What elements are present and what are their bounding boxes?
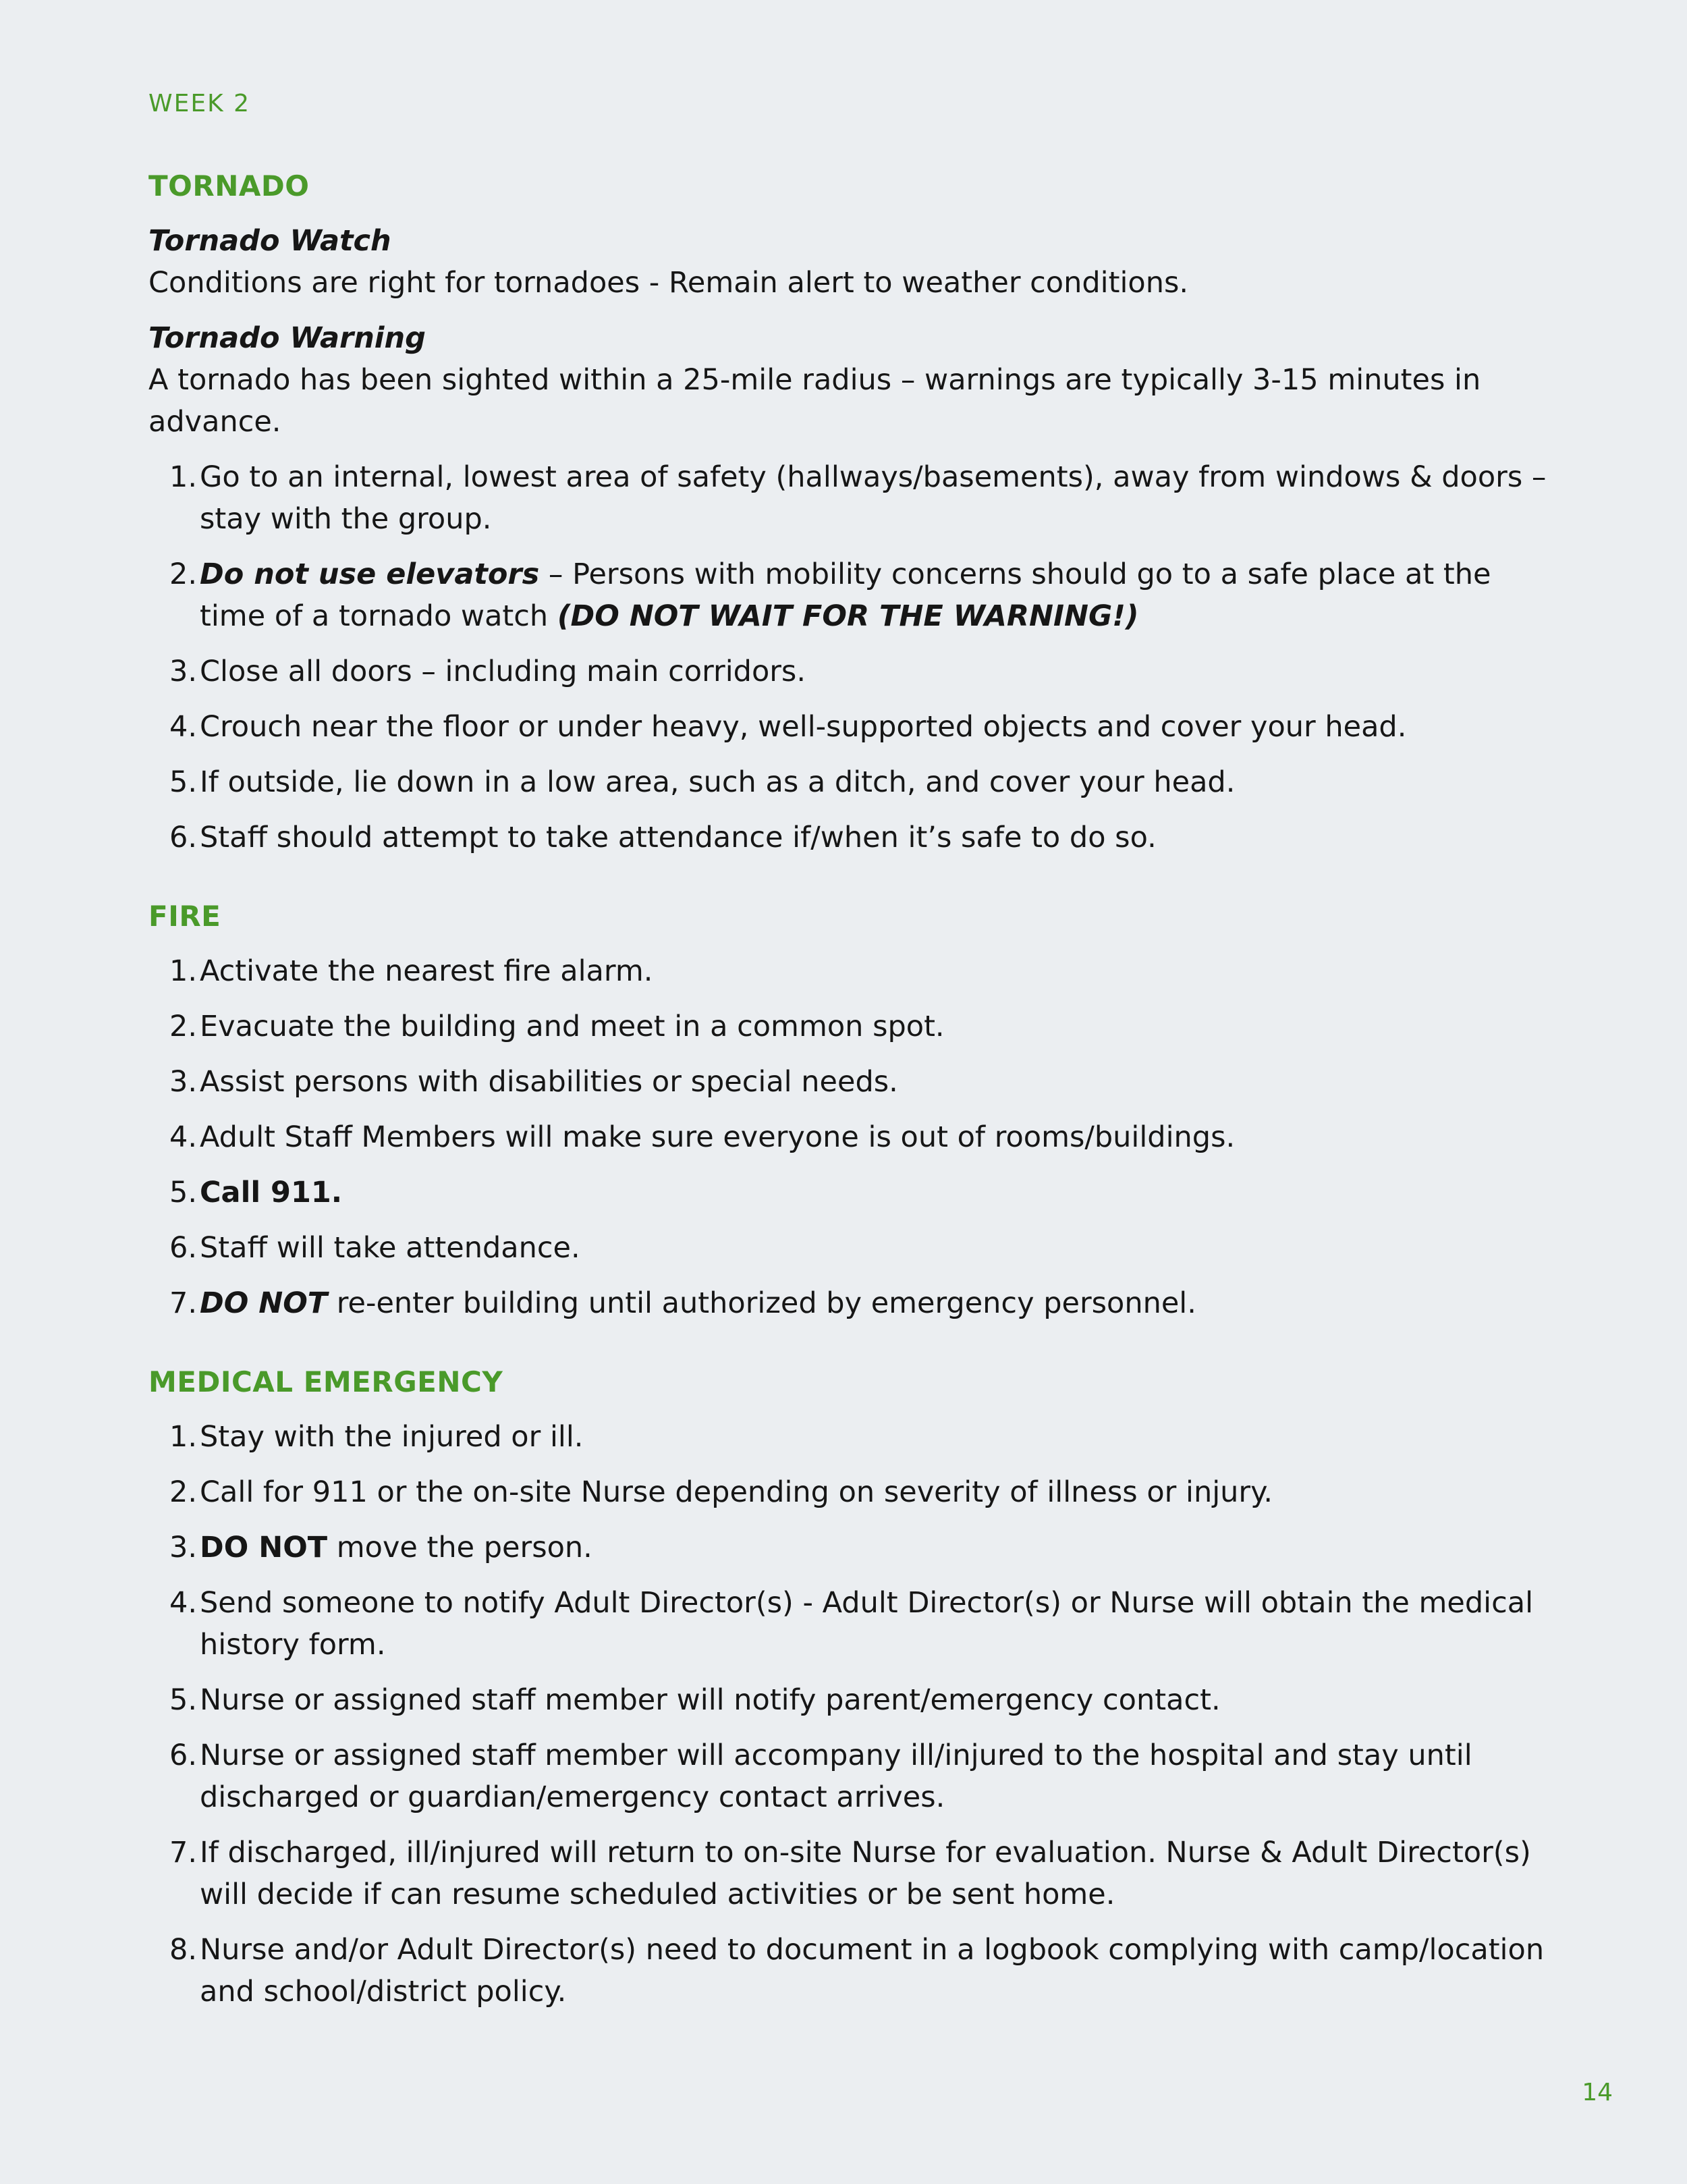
step-text: Nurse or assigned staff member will notify parent/emergency contact. xyxy=(200,1683,1221,1717)
list-item xyxy=(148,1929,1552,2013)
step-number: 8. xyxy=(169,1933,197,1967)
medical-steps-list xyxy=(148,1416,1552,2013)
step-number: 1. xyxy=(169,1420,197,1454)
step-number: 2. xyxy=(169,1010,197,1043)
step-text: Close all doors – including main corridors. xyxy=(200,655,806,688)
step-emphasis: DO NOT xyxy=(200,1286,328,1320)
list-item xyxy=(148,1527,1552,1568)
list-item xyxy=(148,651,1552,692)
step-number: 5. xyxy=(169,1683,197,1717)
step-text: Assist persons with disabilities or special needs. xyxy=(200,1065,898,1099)
step-number: 6. xyxy=(169,1739,197,1772)
list-item xyxy=(148,1471,1552,1513)
step-number: 3. xyxy=(169,1531,197,1564)
step-text: Staff will take attendance. xyxy=(200,1231,580,1265)
fire-steps-list xyxy=(148,950,1552,1324)
step-emphasis-tail: (DO NOT WAIT FOR THE WARNING!) xyxy=(557,599,1139,633)
tornado-steps-list xyxy=(148,456,1552,858)
list-item xyxy=(148,761,1552,803)
step-number: 4. xyxy=(169,710,197,744)
list-item xyxy=(148,1116,1552,1158)
step-number: 2. xyxy=(169,557,197,591)
step-number: 5. xyxy=(169,765,197,799)
step-number: 7. xyxy=(169,1286,197,1320)
step-emphasis: Do not use elevators xyxy=(200,557,540,591)
step-text: Adult Staff Members will make sure everyone is out of rooms/buildings. xyxy=(200,1120,1236,1154)
step-number: 3. xyxy=(169,1065,197,1099)
list-item xyxy=(148,1227,1552,1269)
step-number: 6. xyxy=(169,821,197,854)
step-text: Staff should attempt to take attendance if/when it’s safe to do so. xyxy=(200,821,1157,854)
step-number: 6. xyxy=(169,1231,197,1265)
step-text: Go to an internal, lowest area of safety (hallways/basements), away from windows & doors – stay with the group. xyxy=(200,460,1547,536)
list-item xyxy=(148,1735,1552,1818)
list-item xyxy=(148,706,1552,748)
step-number: 1. xyxy=(169,460,197,494)
list-item xyxy=(148,1582,1552,1666)
tornado-watch-title: Tornado Watch xyxy=(148,224,391,258)
step-number: 4. xyxy=(169,1120,197,1154)
step-text: Evacuate the building and meet in a common spot. xyxy=(200,1010,945,1043)
tornado-warning-text: A tornado has been sighted within a 25-mile radius – warnings are typically 3-15 minutes in advance. xyxy=(148,363,1481,439)
list-item xyxy=(148,553,1552,637)
list-item xyxy=(148,817,1552,858)
week-label: WEEK 2 xyxy=(148,90,251,117)
list-item xyxy=(148,1416,1552,1458)
step-text: Nurse and/or Adult Director(s) need to document in a logbook complying with camp/location and school/district policy. xyxy=(200,1933,1545,2009)
step-text: Stay with the injured or ill. xyxy=(200,1420,584,1454)
list-item xyxy=(148,1172,1552,1213)
step-text: Call for 911 or the on-site Nurse depending on severity of illness or injury. xyxy=(200,1475,1273,1509)
step-text: Call 911. xyxy=(200,1176,343,1209)
list-item xyxy=(148,456,1552,540)
step-text: – Persons with mobility concerns should go to a safe place at the time of a tornado watch xyxy=(200,557,1491,633)
step-text: re-enter building until authorized by emergency personnel. xyxy=(327,1286,1196,1320)
list-item xyxy=(148,950,1552,992)
step-number: 5. xyxy=(169,1176,197,1209)
step-text: Crouch near the floor or under heavy, well-supported objects and cover your head. xyxy=(200,710,1407,744)
step-text: If outside, lie down in a low area, such as a ditch, and cover your head. xyxy=(200,765,1236,799)
list-item xyxy=(148,1832,1552,1915)
step-number: 4. xyxy=(169,1586,197,1620)
fire-heading: FIRE xyxy=(148,900,221,933)
list-item xyxy=(148,1061,1552,1103)
step-text: Send someone to notify Adult Director(s) - Adult Director(s) or Nurse will obtain the medical history form. xyxy=(200,1586,1534,1662)
step-text: If discharged, ill/injured will return to on-site Nurse for evaluation. Nurse & Adult Director(s) will decide if can resume scheduled activities or be sent home. xyxy=(200,1836,1531,1911)
list-item xyxy=(148,1006,1552,1047)
medical-emergency-heading: MEDICAL EMERGENCY xyxy=(148,1365,503,1398)
step-number: 1. xyxy=(169,954,197,988)
tornado-watch-text: Conditions are right for tornadoes - Remain alert to weather conditions. xyxy=(148,266,1189,300)
tornado-heading: TORNADO xyxy=(148,169,310,202)
step-number: 2. xyxy=(169,1475,197,1509)
step-text: move the person. xyxy=(327,1531,592,1564)
tornado-warning-title: Tornado Warning xyxy=(148,321,426,355)
step-text: Activate the nearest fire alarm. xyxy=(200,954,653,988)
step-emphasis: DO NOT xyxy=(200,1531,328,1564)
list-item xyxy=(148,1282,1552,1324)
page-number: 14 xyxy=(1582,2079,1613,2106)
step-number: 3. xyxy=(169,655,197,688)
step-text: Nurse or assigned staff member will accompany ill/injured to the hospital and stay until discharged or guardian/emergency contact arrives. xyxy=(200,1739,1472,1814)
list-item xyxy=(148,1679,1552,1721)
step-number: 7. xyxy=(169,1836,197,1869)
